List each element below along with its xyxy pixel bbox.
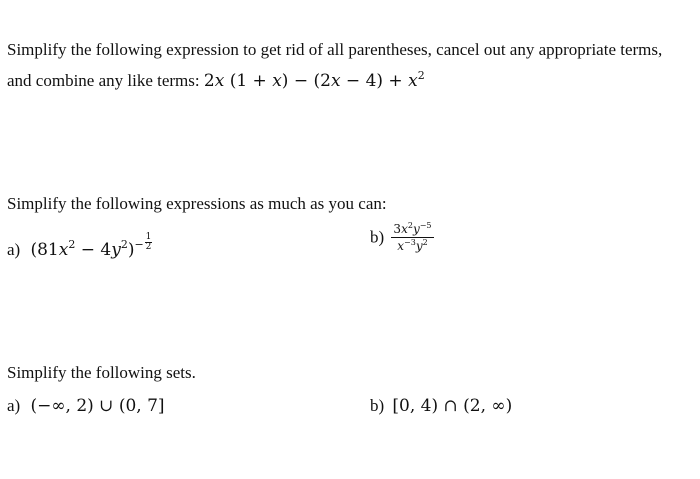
problem3-heading [7, 363, 196, 383]
problem2-heading [7, 194, 387, 214]
problem3-part-a [7, 396, 165, 416]
problem3-part-b [370, 396, 512, 416]
problem1-text-line2: and combine any like terms: [7, 71, 204, 90]
problem2-b-numerator: $3x^2y^{-5}$ [393, 221, 432, 236]
problem3-b-label: b) [370, 396, 385, 415]
problem3-b-expression: [0, 4) ∩ (2, ∞) [392, 396, 513, 416]
problem1-line2 [7, 71, 425, 91]
problem2-b-label: b) [370, 227, 385, 247]
problem3-a-label: a) [7, 396, 21, 415]
problem2-b-fraction [391, 222, 433, 253]
problem1-expression: 2x $(1 + x) - (2x - 4) + x^2$ [203, 69, 425, 91]
problem2-a-exponent-fraction: $\frac{1}{2}$ [145, 232, 152, 252]
problem2-part-a [7, 233, 152, 260]
problem2-part-b [370, 222, 434, 253]
problem1-line1 [7, 40, 662, 60]
problem1-text-line1: Simplify the following expression to get rid of all parentheses, cancel out any appropriate terms, [7, 40, 663, 59]
problem2-a-label: a) [7, 240, 21, 259]
problem3-a-expression: (−∞, 2) ∪ (0, 7] [30, 396, 165, 416]
problem2-b-denominator: $x^{-3}y^2$ [397, 238, 428, 253]
problem3-heading-text: Simplify the following sets. [7, 363, 196, 382]
problem2-a-expression: $(81x^2 - 4y^2)^-$ $\frac{1}{2}$ [30, 232, 152, 260]
problem2-heading-text: Simplify the following expressions as much as you can: [7, 194, 387, 213]
